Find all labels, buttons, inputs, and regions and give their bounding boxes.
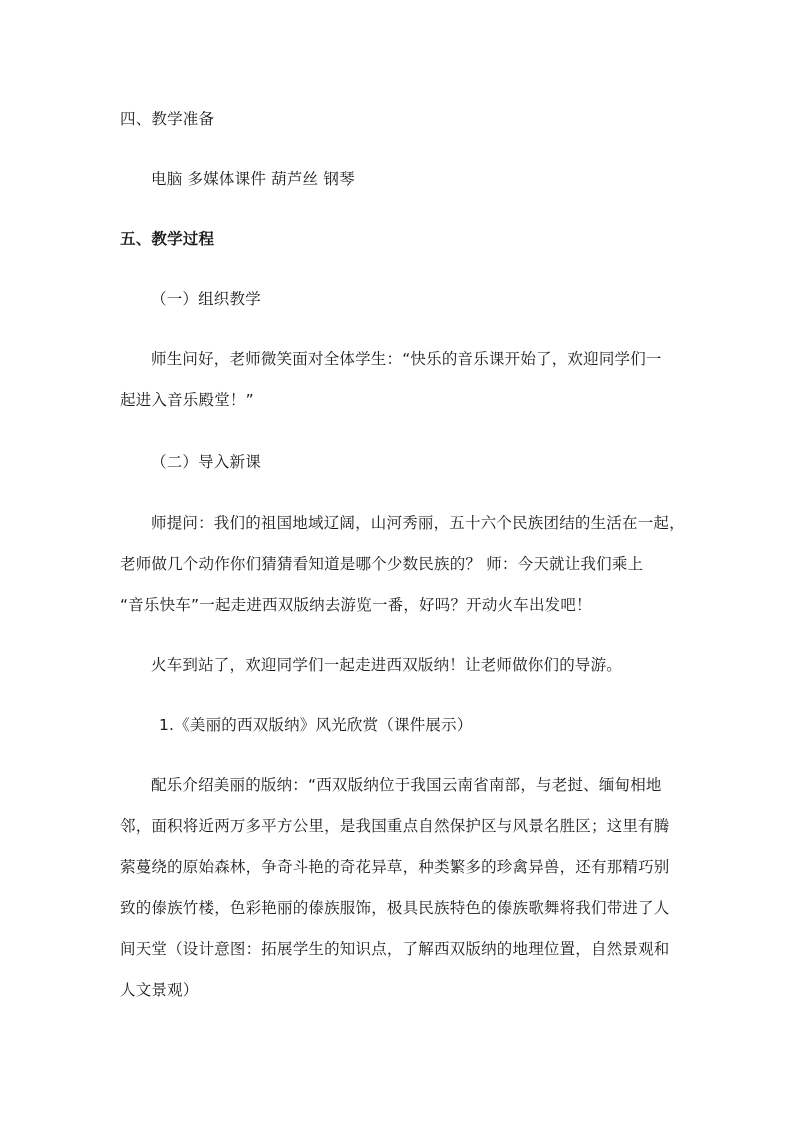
section5-heading: 五、教学过程: [120, 230, 215, 248]
materials-list: 电脑 多媒体课件 葫芦丝 钢琴: [151, 170, 355, 188]
paragraph-line: 配乐介绍美丽的版纳：“西双版纳位于我国云南省南部，与老挝、缅甸相地: [151, 776, 662, 794]
paragraph-line: 师生问好，老师微笑面对全体学生：“快乐的音乐课开始了，欢迎同学们一: [151, 350, 662, 368]
section4-heading: 四、教学准备: [120, 110, 215, 128]
paragraph-line: 起进入音乐殿堂！”: [120, 391, 254, 409]
part1-heading: （一）组织教学: [151, 290, 261, 308]
paragraph-line: 师提问：我们的祖国地域辽阔，山河秀丽，五十六个民族团结的生活在一起，: [151, 514, 685, 532]
paragraph-line: 人文景观）: [120, 981, 199, 999]
paragraph-line: 萦蔓绕的原始森林，争奇斗艳的奇花异草，种类繁多的珍禽异兽，还有那精巧别: [120, 858, 670, 876]
paragraph-line: “音乐快车”一起走进西双版纳去游览一番，好吗？开动火车出发吧！: [120, 596, 592, 614]
paragraph-line: 老师做几个动作你们猜猜看知道是哪个少数民族的？ 师：今天就让我们乘上: [120, 555, 644, 573]
paragraph-line: 致的傣族竹楼，色彩艳丽的傣族服饰，极具民族特色的傣族歌舞将我们带进了人: [120, 899, 670, 917]
arrival-paragraph: 火车到站了，欢迎同学们一起走进西双版纳！让老师做你们的导游。: [151, 656, 623, 674]
item1-heading: 1.《美丽的西双版纳》风光欣赏（课件展示）: [159, 716, 473, 734]
paragraph-line: 邻，面积将近两万多平方公里，是我国重点自然保护区与风景名胜区；这里有腾: [120, 817, 670, 835]
part2-heading: （二）导入新课: [151, 453, 261, 471]
paragraph-line: 间天堂（设计意图：拓展学生的知识点，了解西双版纳的地理位置，自然景观和: [120, 940, 670, 958]
